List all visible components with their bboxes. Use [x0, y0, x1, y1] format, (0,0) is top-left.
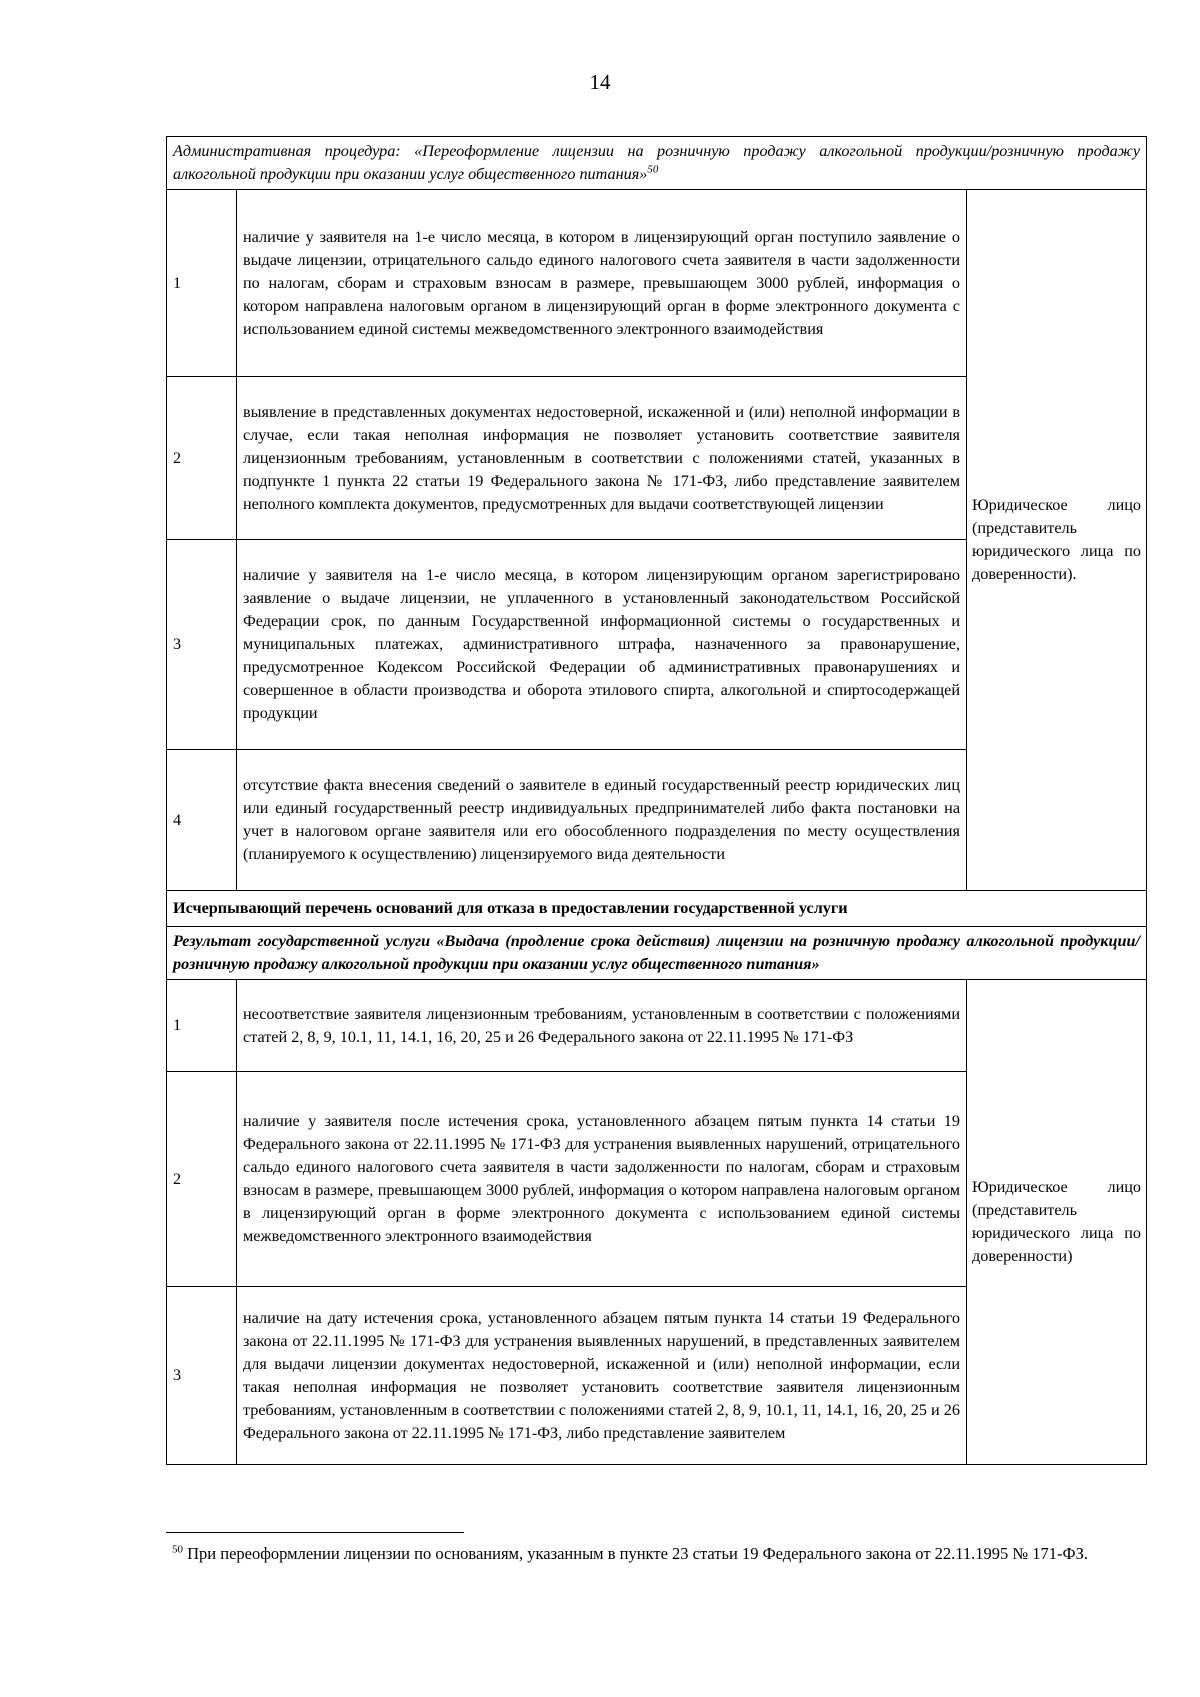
footnote-reference: 50	[647, 163, 659, 176]
row-number: 1	[167, 980, 237, 1072]
footnote-divider	[166, 1532, 464, 1533]
section-2-heading: Исчерпывающий перечень оснований для отказа в предоставлении государственной услуги	[167, 891, 1147, 927]
applicant-cell: Юридическое лицо (представитель юридического лица по доверенности)	[967, 980, 1147, 1465]
row-number: 3	[167, 1287, 237, 1465]
row-number: 1	[167, 190, 237, 377]
section-2-heading-row	[167, 891, 1147, 927]
row-number: 3	[167, 540, 237, 750]
footnote-text: При переоформлении лицензии по основаниям, указанным в пункте 23 статьи 19 Федерального закона от 22.11.1995 № 171-ФЗ.	[187, 1544, 1088, 1563]
footnote	[172, 1543, 1122, 1565]
row-text: выявление в представленных документах недостоверной, искаженной и (или) неполной информации в случае, если такая неполная информация не позволяет установить соответствие заявителя лицензионным требованиям, установленным в соответствии с положениями статей, указанных в подпункте 1 пункта 22 статьи 19 Федерального закона № 171-ФЗ, либо представление заявителем неполного комплекта документов, предусмотренных для выдачи соответствующей лицензии	[237, 377, 967, 540]
row-number: 2	[167, 377, 237, 540]
row-text: наличие на дату истечения срока, установленного абзацем пятым пункта 14 статьи 19 Федерального закона от 22.11.1995 № 171-ФЗ для устранения выявленных нарушений, в представленных заявителем для выдачи лицензии документах недостоверной, искаженной и (или) неполной информации, если такая неполная информация не позволяет установить соответствие заявителя лицензионным требованиям, установленным в соответствии с положениями статей 2, 8, 9, 10.1, 11, 14.1, 16, 20, 25 и 26 Федерального закона от 22.11.1995 № 171-ФЗ, либо представление заявителем	[237, 1287, 967, 1465]
section-1-title: Административная процедура: «Переоформление лицензии на розничную продажу алкогольной продукции/розничную продажу алкогольной продукции при оказании услуг общественного питания»	[173, 142, 1140, 183]
row-text: отсутствие факта внесения сведений о заявителе в единый государственный реестр юридических лиц или единый государственный реестр индивидуальных предпринимателей либо факта постановки на учет в налоговом органе заявителя или его обособленного подразделения по месту осуществления (планируемого к осуществлению) лицензируемого вида деятельности	[237, 750, 967, 891]
row-text: наличие у заявителя на 1-е число месяца, в котором лицензирующим органом зарегистрировано заявление о выдаче лицензии, не уплаченного в установленный законодательством Российской Федерации срок, по данным Государственной информационной системы о государственных и муниципальных платежах, административного штрафа, назначенного за правонарушение, предусмотренное Кодексом Российской Федерации об административных правонарушениях и совершенное в области производства и оборота этилового спирта, алкогольной и спиртосодержащей продукции	[237, 540, 967, 750]
table-row	[167, 190, 1147, 377]
row-number: 2	[167, 1072, 237, 1287]
footnote-mark: 50	[172, 1543, 183, 1556]
page-number: 14	[589, 70, 611, 94]
section-1-title-cell	[167, 137, 1147, 190]
row-text: несоответствие заявителя лицензионным требованиям, установленным в соответствии с положениями статей 2, 8, 9, 10.1, 11, 14.1, 16, 20, 25 и 26 Федерального закона от 22.11.1995 № 171-ФЗ	[237, 980, 967, 1072]
table-row	[167, 980, 1147, 1072]
section-1-header-row	[167, 137, 1147, 190]
applicant-cell: Юридическое лицо (представитель юридического лица по доверенности).	[967, 190, 1147, 891]
row-text: наличие у заявителя после истечения срока, установленного абзацем пятым пункта 14 статьи 19 Федерального закона от 22.11.1995 № 171-ФЗ для устранения выявленных нарушений, отрицательного сальдо единого налогового счета заявителя в части задолженности по налогам, сборам и страховым взносам в размере, превышающем 3000 рублей, информация о котором направлена налоговым органом в лицензирующий орган в форме электронного документа с использованием единой системы межведомственного электронного взаимодействия	[237, 1072, 967, 1287]
row-text: наличие у заявителя на 1-е число месяца, в котором в лицензирующий орган поступило заявление о выдаче лицензии, отрицательного сальдо единого налогового счета заявителя в части задолженности по налогам, сборам и страховым взносам в размере, превышающем 3000 рублей, информация о котором направлена налоговым органом в лицензирующий орган в форме электронного документа с использованием единой системы межведомственного электронного взаимодействия	[237, 190, 967, 377]
section-2-title: Результат государственной услуги «Выдача (продление срока действия) лицензии на розничную продажу алкогольной продукции/розничную продажу алкогольной продукции при оказании услуг общественного питания»	[167, 927, 1147, 980]
section-2-title-row	[167, 927, 1147, 980]
grounds-table	[166, 136, 1147, 1465]
row-number: 4	[167, 750, 237, 891]
